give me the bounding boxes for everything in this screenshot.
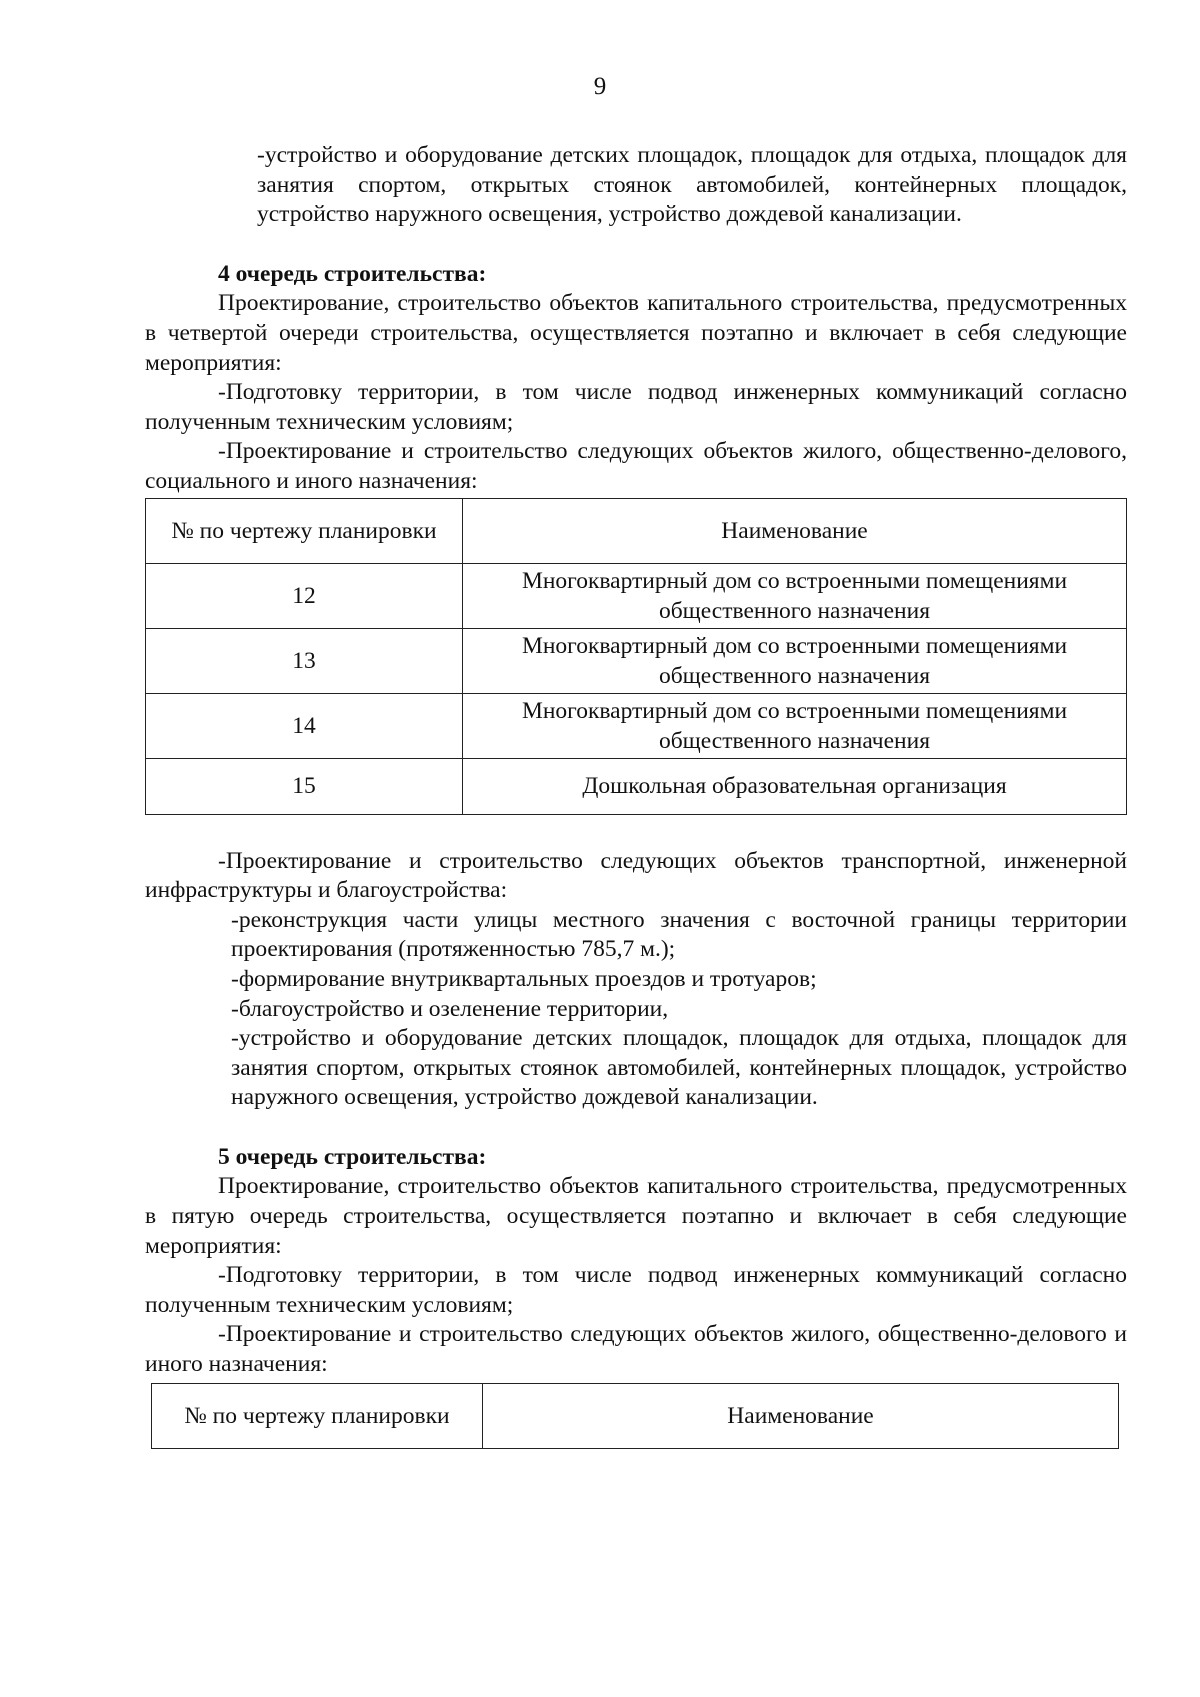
stage5-heading: 5 очередь строительства: xyxy=(218,1143,487,1170)
stage4-intro: Проектирование, строительство объектов капитального строительства, предусмотренных в четвертой очереди строительства, осуществляется поэтапно и включает в себя следующие мероприятия: xyxy=(145,290,1127,376)
stage5-intro: Проектирование, строительство объектов капитального строительства, предусмотренных в пятую очередь строительства, осуществляется поэтапно и включает в себя следующие мероприятия: xyxy=(145,1173,1127,1259)
stage4-objects-intro: -Проектирование и строительство следующих объектов жилого, общественно-делового, социального и иного назначения: xyxy=(145,438,1127,494)
table-header-name: Наименование xyxy=(463,498,1127,563)
stage5-objects-table xyxy=(151,1383,1119,1449)
table-cell-name: Многоквартирный дом со встроенными помещениями общественного назначения xyxy=(463,628,1127,693)
table-cell-name: Многоквартирный дом со встроенными помещениями общественного назначения xyxy=(463,563,1127,628)
table-cell-number: 13 xyxy=(146,628,463,693)
table-row xyxy=(146,628,1127,693)
table-row xyxy=(146,563,1127,628)
list-item: -устройство и оборудование детских площадок, площадок для отдыха, площадок для занятия спортом, открытых стоянок автомобилей, контейнерных площадок, устройство наружного освещения, устройство дождевой канализации. xyxy=(257,142,1127,228)
stage4-objects-table xyxy=(145,498,1127,815)
list-item: -благоустройство и озеленение территории, xyxy=(231,995,669,1022)
stage5-objects-intro: -Проектирование и строительство следующих объектов жилого, общественно-делового и иного назначения: xyxy=(145,1321,1127,1378)
table-header-number: № по чертежу планировки xyxy=(152,1383,483,1448)
list-item: -устройство и оборудование детских площадок, площадок для отдыха, площадок для занятия спортом, открытых стоянок автомобилей, контейнерных площадок, устройство наружного освещения, устройство дождевой канализации. xyxy=(231,1025,1127,1111)
table-header-row xyxy=(152,1383,1119,1448)
page-content xyxy=(145,141,1127,1449)
list-item: -реконструкция части улицы местного значения с восточной границы территории проектирования (протяженностью 785,7 м.); xyxy=(231,906,1127,963)
page-number: 9 xyxy=(593,73,607,100)
table-cell-number: 15 xyxy=(146,758,463,814)
table-row xyxy=(146,693,1127,758)
table-header-name: Наименование xyxy=(483,1383,1119,1448)
table-cell-number: 14 xyxy=(146,693,463,758)
table-header-number: № по чертежу планировки xyxy=(146,498,463,563)
table-header-row xyxy=(146,498,1127,563)
table-row xyxy=(146,758,1127,814)
table-cell-name: Дошкольная образовательная организация xyxy=(463,758,1127,814)
list-item: -формирование внутриквартальных проездов и тротуаров; xyxy=(231,965,817,992)
table-cell-name: Многоквартирный дом со встроенными помещениями общественного назначения xyxy=(463,693,1127,758)
stage4-prep: -Подготовку территории, в том числе подвод инженерных коммуникаций согласно полученным техническим условиям; xyxy=(145,379,1127,435)
stage4-transport-intro: -Проектирование и строительство следующих объектов транспортной, инженерной инфраструктуры и благоустройства: xyxy=(145,847,1127,904)
table-cell-number: 12 xyxy=(146,563,463,628)
stage5-prep: -Подготовку территории, в том числе подвод инженерных коммуникаций согласно полученным техническим условиям; xyxy=(145,1262,1127,1318)
stage4-heading: 4 очередь строительства: xyxy=(218,260,487,287)
